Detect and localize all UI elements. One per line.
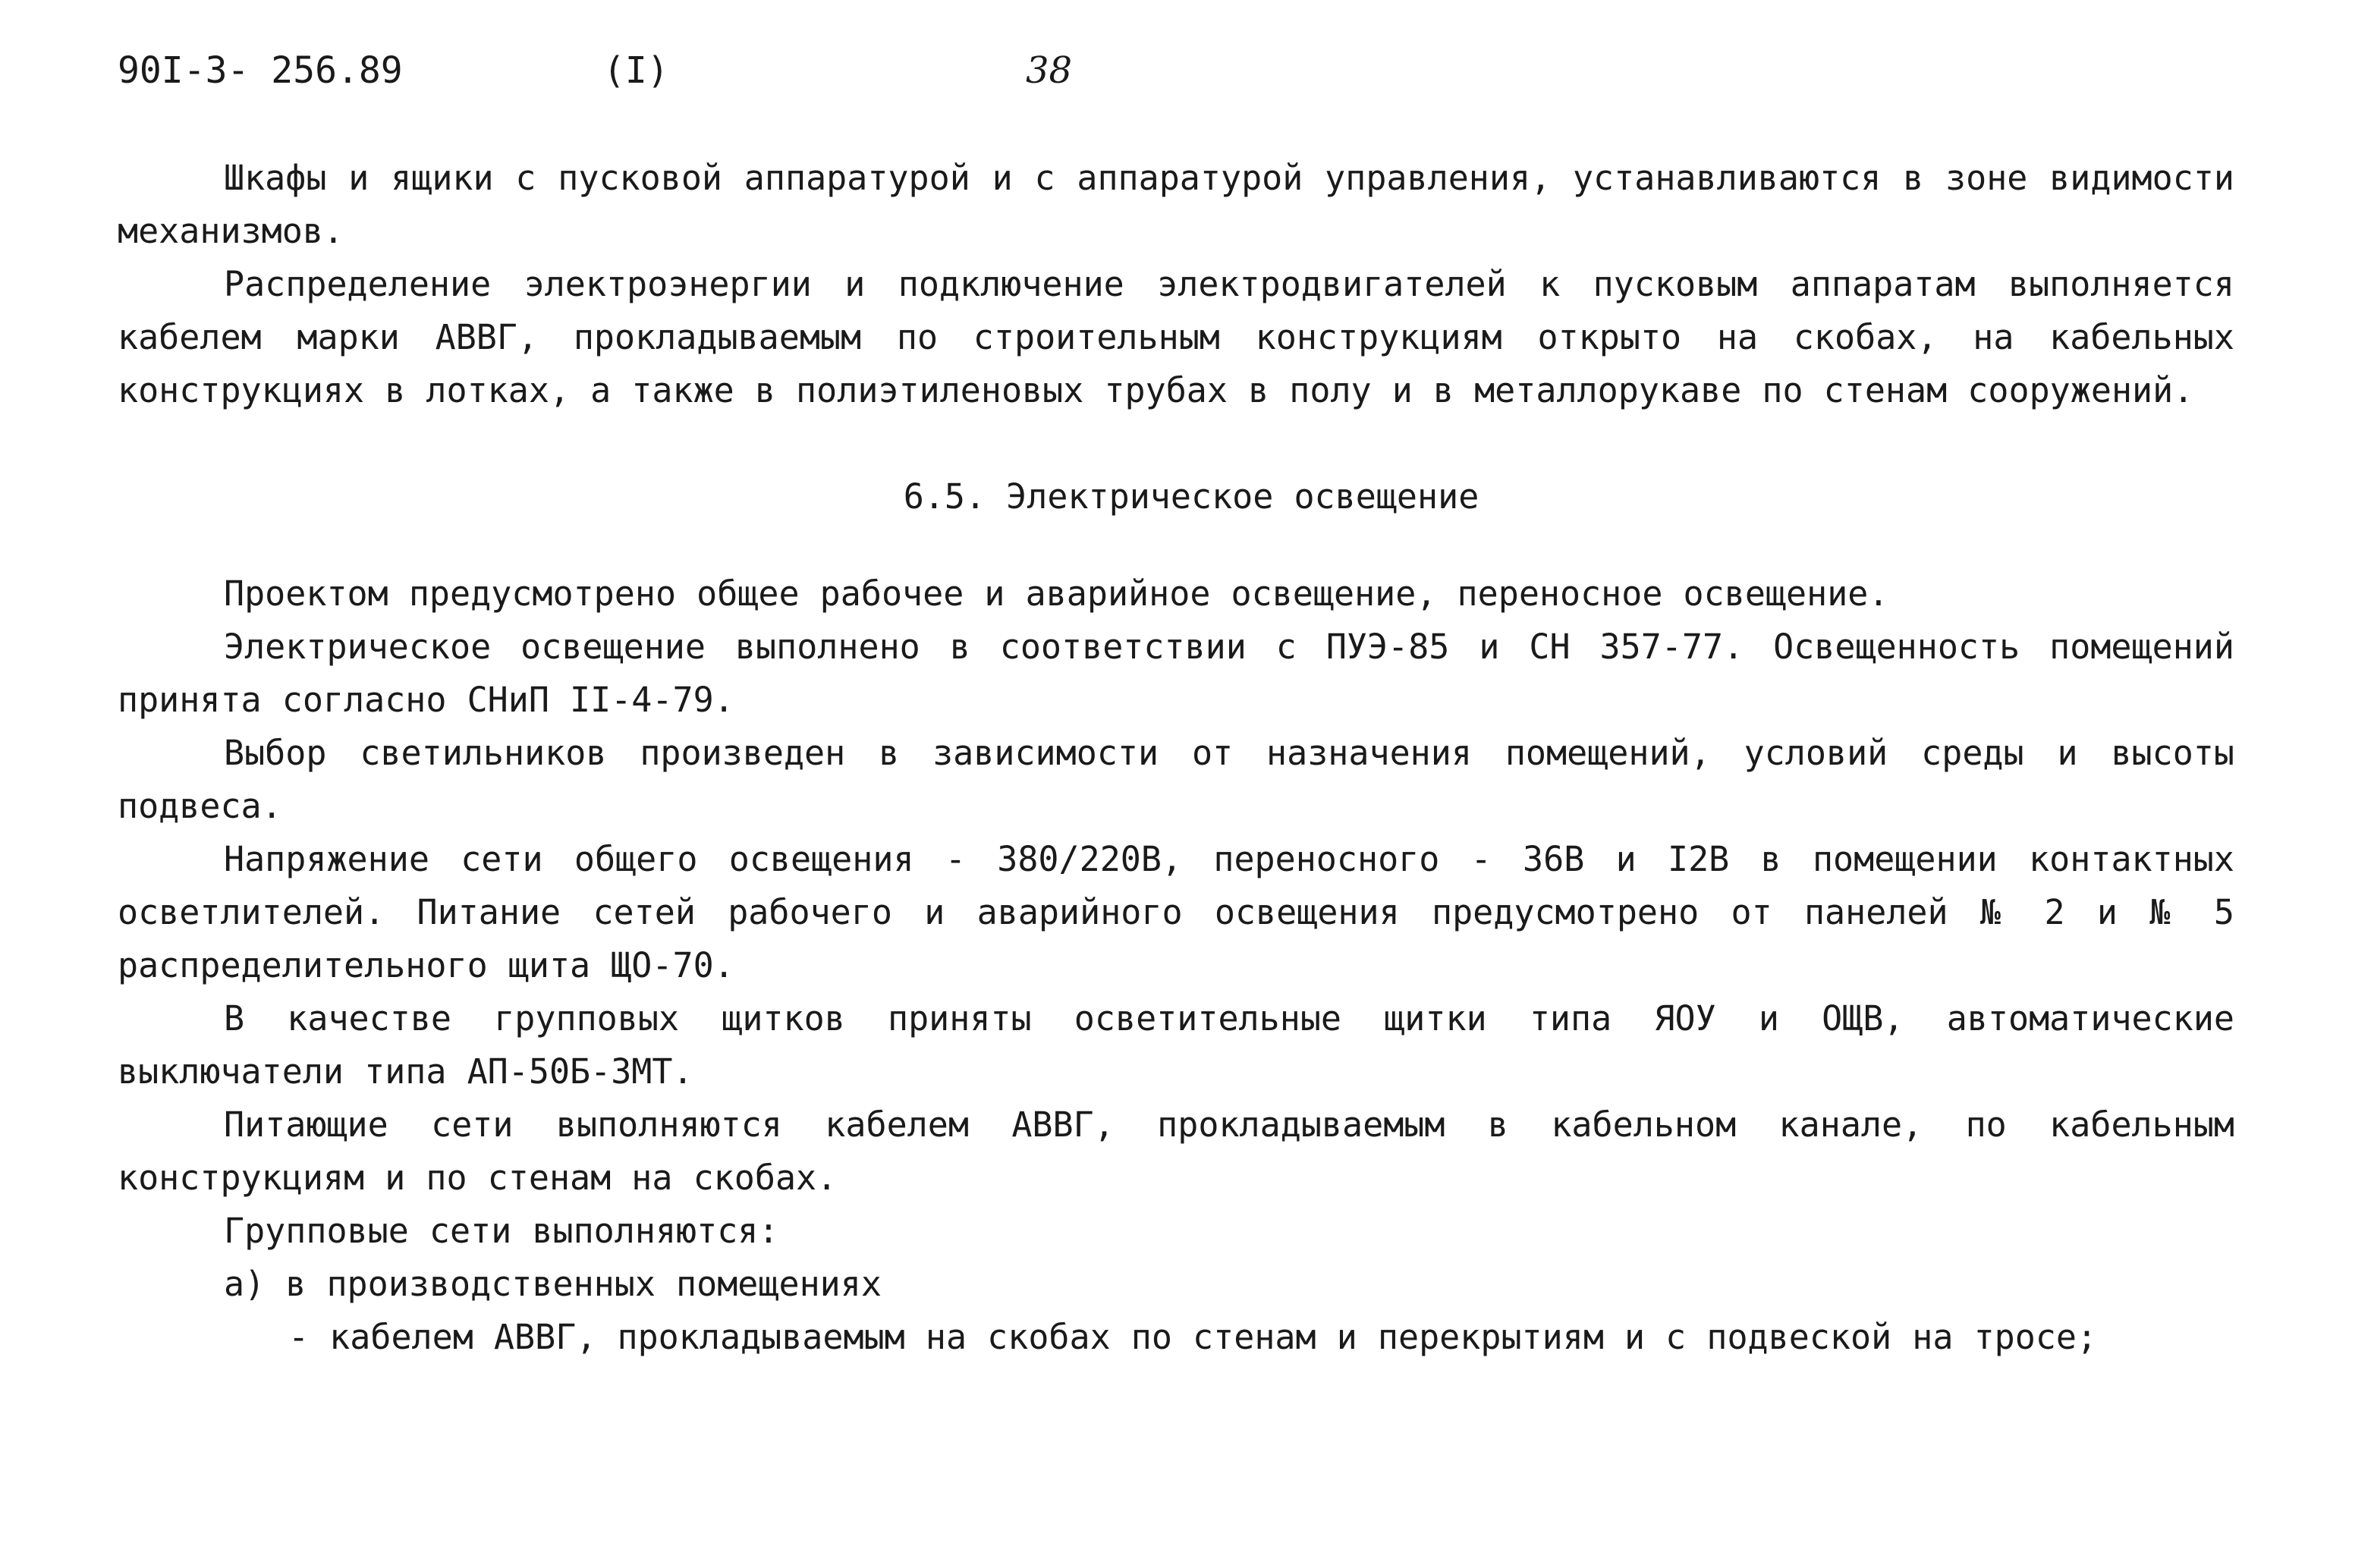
- paragraph-network-voltage: Напряжение сети общего освещения - 380/220В, переносного - 36В и I2В в помещении контактных осветлителей. Питание сетей рабочего и аварийного освещения предусмотрено от панелей № 2 и № 5 распределительного щита ЩО-70.: [118, 839, 2234, 985]
- paragraph-group-panels: В качестве групповых щитков приняты осветительные щитки типа ЯОУ и ОЩВ, автоматические выключатели типа АП-50Б-3МТ.: [118, 998, 2234, 1092]
- page-header: [0, 44, 2374, 105]
- paragraph-group-networks: Групповые сети выполняются:: [224, 1211, 779, 1251]
- list-item-a: а) в производственных помещениях: [224, 1264, 882, 1304]
- paragraph-luminaire-choice: Выбор светильников произведен в зависимости от назначения помещений, условий среды и высоты подвеса.: [118, 733, 2234, 826]
- list-item-a-dash: - кабелем АВВГ, прокладываемым на скобах по стенам и перекрытиям и с подвеской на тросе;: [288, 1317, 2098, 1357]
- paragraph-lighting-standards: Электрическое освещение выполнено в соответствии с ПУЭ-85 и СН 357-77. Освещенность помещений принята согласно СНиП II-4-79.: [118, 627, 2234, 720]
- document-code: 90I-3- 256.89: [118, 49, 403, 92]
- section-heading-text: 6.5. Электрическое освещение: [903, 476, 1479, 517]
- page-number: 38: [1026, 49, 1073, 92]
- paragraph-supply-networks: Питающие сети выполняются кабелем АВВГ, прокладываемым в кабельном канале, по кабельным конструкциям и по стенам на скобах.: [118, 1105, 2234, 1198]
- paragraph-lighting-scope: Проектом предусмотрено общее рабочее и аварийное освещение, переносное освещение.: [224, 573, 1889, 614]
- document-body: [118, 152, 2234, 1364]
- paragraph-cabinets: Шкафы и ящики с пусковой аппаратурой и с аппаратурой управления, устанавливаются в зоне видимости механизмов.: [118, 158, 2234, 251]
- issue-number: (I): [603, 49, 669, 92]
- paragraph-power-distribution: Распределение электроэнергии и подключение электродвигателей к пусковым аппаратам выполняется кабелем марки АВВГ, прокладываемым по строительным конструкциям открыто на скобах, на кабельных конструкциях в лотках, а также в полиэтиленовых трубах в полу и в металлорукаве по стенам сооружений.: [118, 264, 2234, 410]
- section-heading: [118, 417, 2234, 567]
